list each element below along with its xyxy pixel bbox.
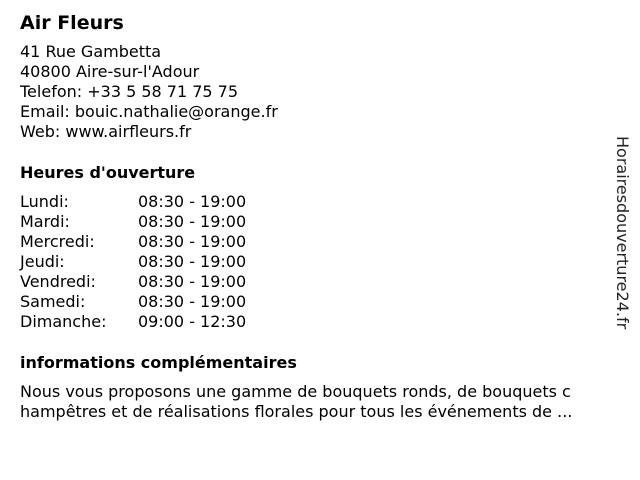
hours-time-value: 08:30 - 19:00 [138, 272, 247, 291]
opening-hours-list [20, 192, 620, 332]
address-line-2: 40800 Aire-sur-l'Adour [20, 62, 200, 81]
hours-row-sunday [20, 312, 620, 332]
hours-row-wednesday [20, 232, 620, 252]
opening-hours-heading: Heures d'ouverture [20, 163, 196, 182]
phone-line: Telefon: +33 5 58 71 75 75 [20, 82, 239, 101]
hours-day-label: Mardi: [20, 212, 70, 231]
hours-day-label: Samedi: [20, 292, 86, 311]
hours-time-value: 08:30 - 19:00 [138, 232, 247, 251]
hours-row-friday [20, 272, 620, 292]
additional-info-line-2: hampêtres et de réalisations florales pour tous les événements de ... [20, 402, 573, 421]
hours-day-label: Dimanche: [20, 312, 107, 331]
hours-row-saturday [20, 292, 620, 312]
side-brand [610, 136, 634, 372]
hours-time-value: 09:00 - 12:30 [138, 312, 247, 331]
business-name: Air Fleurs [20, 12, 124, 34]
additional-info-line-1: Nous vous proposons une gamme de bouquets ronds, de bouquets c [20, 382, 571, 401]
side-brand-text: Horairesdouverture24.fr [613, 136, 632, 330]
hours-row-monday [20, 192, 620, 212]
hours-day-label: Mercredi: [20, 232, 95, 251]
hours-day-label: Jeudi: [20, 252, 65, 271]
address-line-1: 41 Rue Gambetta [20, 42, 162, 61]
email-line: Email: bouic.nathalie@orange.fr [20, 102, 278, 121]
additional-info-heading: informations complémentaires [20, 353, 297, 372]
hours-time-value: 08:30 - 19:00 [138, 192, 247, 211]
business-card [20, 8, 620, 422]
hours-time-value: 08:30 - 19:00 [138, 252, 247, 271]
hours-row-tuesday [20, 212, 620, 232]
hours-day-label: Lundi: [20, 192, 69, 211]
hours-day-label: Vendredi: [20, 272, 96, 291]
hours-time-value: 08:30 - 19:00 [138, 292, 247, 311]
web-line: Web: www.airfleurs.fr [20, 122, 192, 141]
hours-time-value: 08:30 - 19:00 [138, 212, 247, 231]
hours-row-thursday [20, 252, 620, 272]
